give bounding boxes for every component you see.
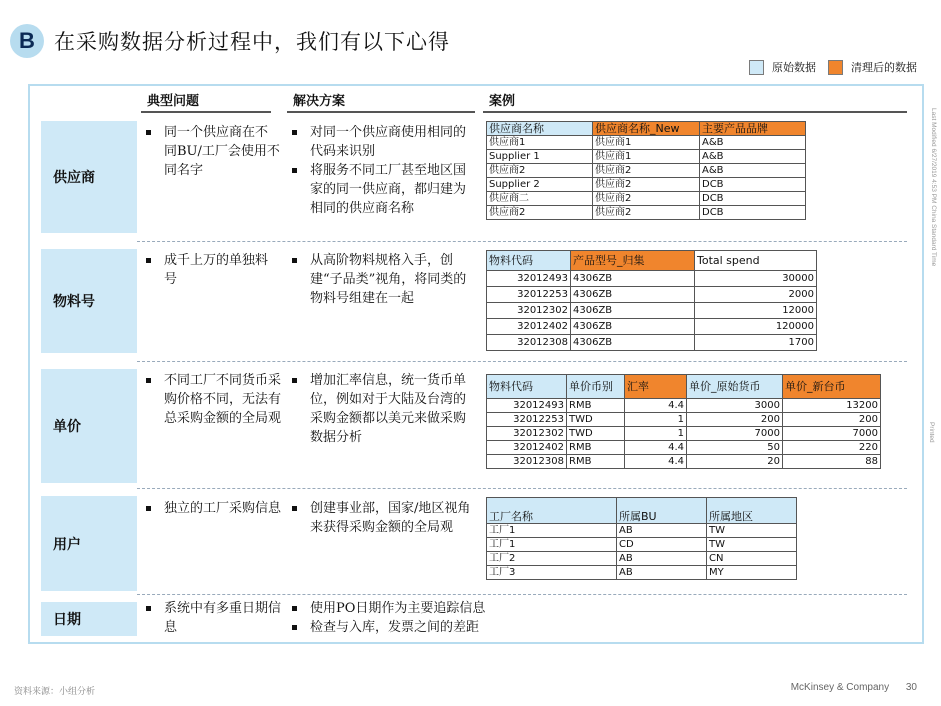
table-cell: 120000 bbox=[695, 319, 817, 335]
legend-swatch-raw bbox=[749, 60, 764, 75]
legend-swatch-clean bbox=[828, 60, 843, 75]
table-cell: 32012402 bbox=[487, 441, 567, 455]
problem-list-supplier bbox=[142, 123, 280, 180]
solution-item: 将服务不同工厂甚至地区国家的同一供应商，都归建为相同的供应商名称 bbox=[288, 161, 478, 218]
table-row bbox=[487, 524, 797, 538]
table-cell: TWD bbox=[567, 427, 625, 441]
table-cell: 220 bbox=[783, 441, 881, 455]
table-cell: 供应商2 bbox=[593, 178, 700, 192]
last-modified-note: Last Modified 6/27/2019 4:53 PM China Standard Time bbox=[930, 108, 937, 267]
problem-item: 系统中有多重日期信息 bbox=[142, 599, 282, 637]
case-table-user bbox=[486, 497, 797, 580]
table-cell: RMB bbox=[567, 441, 625, 455]
table-row bbox=[487, 441, 881, 455]
table-cell: 12000 bbox=[695, 303, 817, 319]
page-number: 30 bbox=[905, 682, 917, 693]
solution-list-user bbox=[288, 499, 478, 537]
table-row bbox=[487, 150, 806, 164]
table-cell: RMB bbox=[567, 455, 625, 469]
column-underline-problem bbox=[141, 111, 271, 113]
table-cell: 32012302 bbox=[487, 427, 567, 441]
table-row bbox=[487, 552, 797, 566]
table-cell: AB bbox=[617, 552, 707, 566]
table-cell: 200 bbox=[783, 413, 881, 427]
solution-item: 检查与入库，发票之间的差距 bbox=[288, 618, 558, 637]
column-underline-solution bbox=[287, 111, 475, 113]
row-label-user: 用户 bbox=[41, 496, 137, 591]
table-cell: 工厂2 bbox=[487, 552, 617, 566]
table-cell: 4306ZB bbox=[571, 271, 695, 287]
row-separator bbox=[137, 488, 907, 489]
table-row bbox=[487, 455, 881, 469]
solution-item: 对同一个供应商使用相同的代码来识别 bbox=[288, 123, 478, 161]
case-table-price bbox=[486, 374, 881, 469]
table-header: 所属地区 bbox=[707, 498, 797, 524]
problem-list-price bbox=[142, 371, 282, 428]
table-row bbox=[487, 271, 817, 287]
table-cell: 工厂1 bbox=[487, 524, 617, 538]
table-header: 物料代码 bbox=[487, 251, 571, 271]
table-cell: 供应商2 bbox=[593, 164, 700, 178]
table-header: 单价_原始货币 bbox=[687, 375, 783, 399]
problem-list-date bbox=[142, 599, 282, 637]
table-cell: TWD bbox=[567, 413, 625, 427]
table-cell: DCB bbox=[700, 192, 806, 206]
table-cell: 3000 bbox=[687, 399, 783, 413]
problem-list-user bbox=[142, 499, 282, 518]
table-cell: 供应商1 bbox=[487, 136, 593, 150]
table-cell: 200 bbox=[687, 413, 783, 427]
table-row bbox=[487, 335, 817, 351]
table-cell: 4.4 bbox=[625, 455, 687, 469]
table-cell: RMB bbox=[567, 399, 625, 413]
problem-item: 同一个供应商在不同BU/工厂会使用不同名字 bbox=[142, 123, 280, 180]
table-cell: 1 bbox=[625, 427, 687, 441]
table-cell: CN bbox=[707, 552, 797, 566]
table-header: 产品型号_归集 bbox=[571, 251, 695, 271]
table-row bbox=[487, 566, 797, 580]
table-header: Total spend bbox=[695, 251, 817, 271]
solution-item: 从高阶物料规格入手，创建“子品类”视角，将同类的物料号组建在一起 bbox=[288, 251, 478, 308]
table-row bbox=[487, 303, 817, 319]
table-cell: AB bbox=[617, 566, 707, 580]
table-row bbox=[487, 413, 881, 427]
table-cell: 4.4 bbox=[625, 399, 687, 413]
row-separator bbox=[137, 594, 907, 595]
column-header-case: 案例 bbox=[489, 94, 516, 109]
table-cell: A&B bbox=[700, 136, 806, 150]
row-separator bbox=[137, 361, 907, 362]
row-label-price: 单价 bbox=[41, 369, 137, 483]
slide-header bbox=[10, 24, 450, 58]
page-title: 在采购数据分析过程中，我们有以下心得 bbox=[54, 30, 450, 54]
table-cell: 4306ZB bbox=[571, 335, 695, 351]
table-header: 供应商名称 bbox=[487, 122, 593, 136]
solution-list-price bbox=[288, 371, 478, 447]
table-cell: 88 bbox=[783, 455, 881, 469]
table-cell: 7000 bbox=[687, 427, 783, 441]
table-cell: 30000 bbox=[695, 271, 817, 287]
table-cell: 2000 bbox=[695, 287, 817, 303]
column-header-solution: 解决方案 bbox=[293, 94, 346, 109]
problem-list-material bbox=[142, 251, 280, 289]
table-cell: AB bbox=[617, 524, 707, 538]
table-cell: 4.4 bbox=[625, 441, 687, 455]
case-table-supplier bbox=[486, 121, 806, 220]
table-header: 供应商名称_New bbox=[593, 122, 700, 136]
solution-list-supplier bbox=[288, 123, 478, 218]
case-table-material bbox=[486, 250, 817, 351]
table-cell: 4306ZB bbox=[571, 303, 695, 319]
table-cell: MY bbox=[707, 566, 797, 580]
table-header: 单价_新台币 bbox=[783, 375, 881, 399]
legend bbox=[749, 59, 917, 75]
table-header: 单价币别 bbox=[567, 375, 625, 399]
table-cell: 32012302 bbox=[487, 303, 571, 319]
footer-branding bbox=[777, 682, 917, 693]
table-cell: 4306ZB bbox=[571, 319, 695, 335]
table-row bbox=[487, 192, 806, 206]
table-cell: 20 bbox=[687, 455, 783, 469]
solution-item: 使用PO日期作为主要追踪信息 bbox=[288, 599, 558, 618]
problem-item: 不同工厂不同货币采购价格不同，无法有总采购金额的全局观 bbox=[142, 371, 282, 428]
company-name: McKinsey & Company bbox=[790, 682, 890, 693]
table-header: 工厂名称 bbox=[487, 498, 617, 524]
row-separator bbox=[137, 241, 907, 242]
table-cell: 32012493 bbox=[487, 271, 571, 287]
table-cell: 32012253 bbox=[487, 287, 571, 303]
table-cell: A&B bbox=[700, 150, 806, 164]
source-note: 资料来源：小组分析 bbox=[14, 687, 96, 697]
problem-item: 成千上万的单独料号 bbox=[142, 251, 280, 289]
table-cell: DCB bbox=[700, 178, 806, 192]
table-cell: 1700 bbox=[695, 335, 817, 351]
table-cell: 32012402 bbox=[487, 319, 571, 335]
table-row bbox=[487, 287, 817, 303]
table-cell: 供应商二 bbox=[487, 192, 593, 206]
column-underline-case bbox=[483, 111, 907, 113]
table-cell: 供应商2 bbox=[593, 192, 700, 206]
table-row bbox=[487, 178, 806, 192]
section-badge: B bbox=[10, 24, 44, 58]
table-cell: 32012493 bbox=[487, 399, 567, 413]
table-cell: 供应商1 bbox=[593, 136, 700, 150]
table-cell: 供应商2 bbox=[593, 206, 700, 220]
table-row bbox=[487, 164, 806, 178]
table-header: 所属BU bbox=[617, 498, 707, 524]
table-cell: 50 bbox=[687, 441, 783, 455]
table-row bbox=[487, 136, 806, 150]
table-row bbox=[487, 206, 806, 220]
table-row bbox=[487, 319, 817, 335]
table-header: 物料代码 bbox=[487, 375, 567, 399]
table-row bbox=[487, 399, 881, 413]
table-row bbox=[487, 538, 797, 552]
table-cell: TW bbox=[707, 538, 797, 552]
solution-item: 增加汇率信息，统一货币单位，例如对于大陆及台湾的采购金额都以美元来做采购数据分析 bbox=[288, 371, 478, 447]
row-label-date: 日期 bbox=[41, 602, 137, 636]
row-label-supplier: 供应商 bbox=[41, 121, 137, 233]
table-cell: 7000 bbox=[783, 427, 881, 441]
problem-item: 独立的工厂采购信息 bbox=[142, 499, 282, 518]
table-cell: 供应商2 bbox=[487, 164, 593, 178]
table-cell: 13200 bbox=[783, 399, 881, 413]
table-cell: 1 bbox=[625, 413, 687, 427]
table-cell: Supplier 1 bbox=[487, 150, 593, 164]
table-cell: 供应商2 bbox=[487, 206, 593, 220]
table-row bbox=[487, 427, 881, 441]
table-header: 汇率 bbox=[625, 375, 687, 399]
table-cell: 工厂1 bbox=[487, 538, 617, 552]
printed-note: Printed bbox=[928, 422, 935, 443]
table-cell: 4306ZB bbox=[571, 287, 695, 303]
column-header-problem: 典型问题 bbox=[147, 94, 200, 109]
table-cell: 32012308 bbox=[487, 335, 571, 351]
table-header: 主要产品品牌 bbox=[700, 122, 806, 136]
row-label-material: 物料号 bbox=[41, 249, 137, 353]
table-cell: 32012308 bbox=[487, 455, 567, 469]
table-cell: Supplier 2 bbox=[487, 178, 593, 192]
table-cell: 工厂3 bbox=[487, 566, 617, 580]
table-cell: A&B bbox=[700, 164, 806, 178]
legend-label-raw: 原始数据 bbox=[772, 61, 816, 74]
solution-item: 创建事业部，国家/地区视角来获得采购金额的全局观 bbox=[288, 499, 478, 537]
legend-label-clean: 清理后的数据 bbox=[851, 61, 917, 74]
solution-list-date bbox=[288, 599, 558, 637]
table-cell: DCB bbox=[700, 206, 806, 220]
table-cell: 供应商1 bbox=[593, 150, 700, 164]
table-cell: 32012253 bbox=[487, 413, 567, 427]
table-cell: CD bbox=[617, 538, 707, 552]
solution-list-material bbox=[288, 251, 478, 308]
table-cell: TW bbox=[707, 524, 797, 538]
